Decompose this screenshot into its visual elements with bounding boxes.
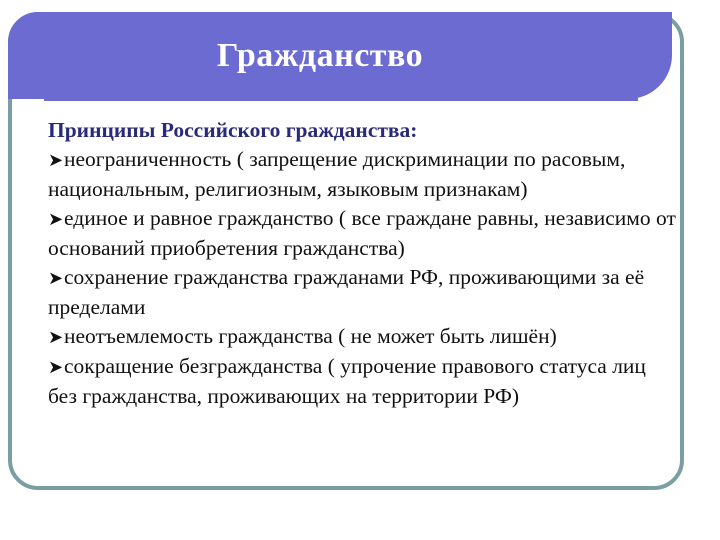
slide-title: Гражданство [216, 36, 424, 74]
principle-item [48, 263, 678, 322]
slide-content [48, 116, 678, 411]
title-bar [8, 12, 672, 99]
principle-item [48, 322, 678, 352]
title-divider [44, 98, 638, 101]
arrow-bullet-icon: ➤ [48, 327, 64, 348]
arrow-bullet-icon: ➤ [48, 150, 64, 171]
arrow-bullet-icon: ➤ [48, 268, 64, 289]
principle-item [48, 352, 678, 411]
principle-text: единое и равное гражданство ( все граждане равны, независимо от оснований приобретения гражданства) [48, 206, 676, 260]
arrow-bullet-icon: ➤ [48, 209, 64, 230]
principle-item [48, 204, 678, 263]
principle-text: неотъемлемость гражданства ( не может быть лишён) [64, 324, 557, 348]
arrow-bullet-icon: ➤ [48, 357, 64, 378]
principle-text: неограниченность ( запрещение дискриминации по расовым, национальным, религиозным, языковым признакам) [48, 147, 626, 201]
principle-text: сокращение безгражданства ( упрочение правового статуса лиц без гражданства, проживающих на территории РФ) [48, 354, 646, 408]
principle-text: сохранение гражданства гражданами РФ, проживающими за её пределами [48, 265, 645, 319]
principle-item [48, 145, 678, 204]
principles-heading: Принципы Российского гражданства: [48, 118, 418, 142]
